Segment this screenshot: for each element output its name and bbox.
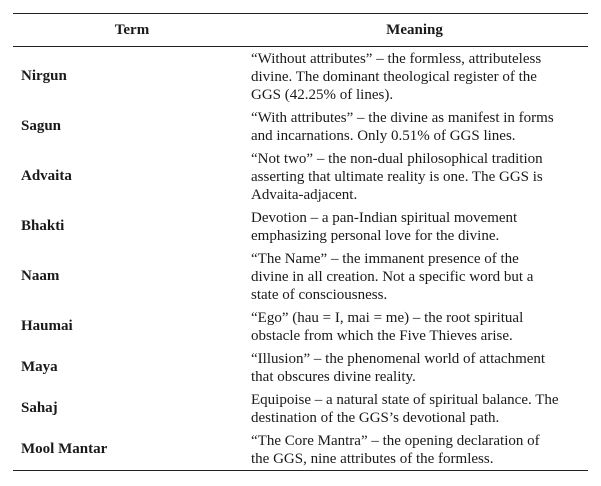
header-meaning: Meaning xyxy=(386,21,443,38)
term-cell: Sahaj xyxy=(21,400,58,416)
meaning-line: Devotion – a pan-Indian spiritual movement xyxy=(251,209,518,226)
meaning-line: destination of the GGS’s devotional path. xyxy=(251,409,500,426)
meaning-cell xyxy=(251,350,588,386)
meaning-line: Advaita-adjacent. xyxy=(251,186,358,203)
table-row xyxy=(13,206,588,247)
meaning-cell xyxy=(251,309,588,345)
meaning-line: “Illusion” – the phenomenal world of attachment xyxy=(251,350,546,367)
term-cell: Maya xyxy=(21,359,58,375)
meaning-line: the GGS, nine attributes of the formless. xyxy=(251,450,494,467)
term-cell: Nirgun xyxy=(21,68,67,84)
meaning-cell xyxy=(251,432,588,468)
meaning-cell xyxy=(251,109,588,145)
glossary-table xyxy=(13,13,588,471)
meaning-line: “The Core Mantra” – the opening declaration of xyxy=(251,432,540,449)
meaning-line: “Without attributes” – the formless, attributeless xyxy=(251,50,542,67)
meaning-cell xyxy=(251,150,588,204)
meaning-cell xyxy=(251,50,588,104)
term-cell: Bhakti xyxy=(21,218,65,234)
meaning-line: divine in all creation. Not a specific word but a xyxy=(251,268,534,285)
term-cell: Naam xyxy=(21,268,60,284)
term-cell: Mool Mantar xyxy=(21,441,108,457)
meaning-cell xyxy=(251,209,588,245)
meaning-cell xyxy=(251,391,588,427)
meaning-line: obstacle from which the Five Thieves arise. xyxy=(251,327,513,344)
meaning-line: and incarnations. Only 0.51% of GGS lines. xyxy=(251,127,516,144)
table-header xyxy=(13,14,588,47)
meaning-line: divine. The dominant theological register of the xyxy=(251,68,537,85)
header-term: Term xyxy=(114,21,150,38)
meaning-line: Equipoise – a natural state of spiritual balance. The xyxy=(251,391,559,408)
table-row xyxy=(13,347,588,388)
meaning-cell xyxy=(251,250,588,304)
table-row xyxy=(13,388,588,429)
table-row xyxy=(13,429,588,470)
meaning-line: asserting that ultimate reality is one. The GGS is xyxy=(251,168,543,185)
meaning-line: state of consciousness. xyxy=(251,286,388,303)
table-row xyxy=(13,106,588,147)
term-cell: Haumai xyxy=(21,318,73,334)
meaning-line: “The Name” – the immanent presence of the xyxy=(251,250,519,267)
table-row xyxy=(13,247,588,306)
term-cell: Advaita xyxy=(21,168,72,184)
meaning-line: “With attributes” – the divine as manifest in forms xyxy=(251,109,554,126)
meaning-line: emphasizing personal love for the divine. xyxy=(251,227,500,244)
meaning-line: GGS (42.25% of lines). xyxy=(251,86,394,103)
table-row xyxy=(13,306,588,347)
table-body xyxy=(13,47,588,470)
term-cell: Sagun xyxy=(21,118,62,134)
meaning-line: “Ego” (hau = I, mai = me) – the root spiritual xyxy=(251,309,524,326)
table-row xyxy=(13,47,588,106)
meaning-line: “Not two” – the non-dual philosophical tradition xyxy=(251,150,543,167)
meaning-line: that obscures divine reality. xyxy=(251,368,416,385)
table-row xyxy=(13,147,588,206)
